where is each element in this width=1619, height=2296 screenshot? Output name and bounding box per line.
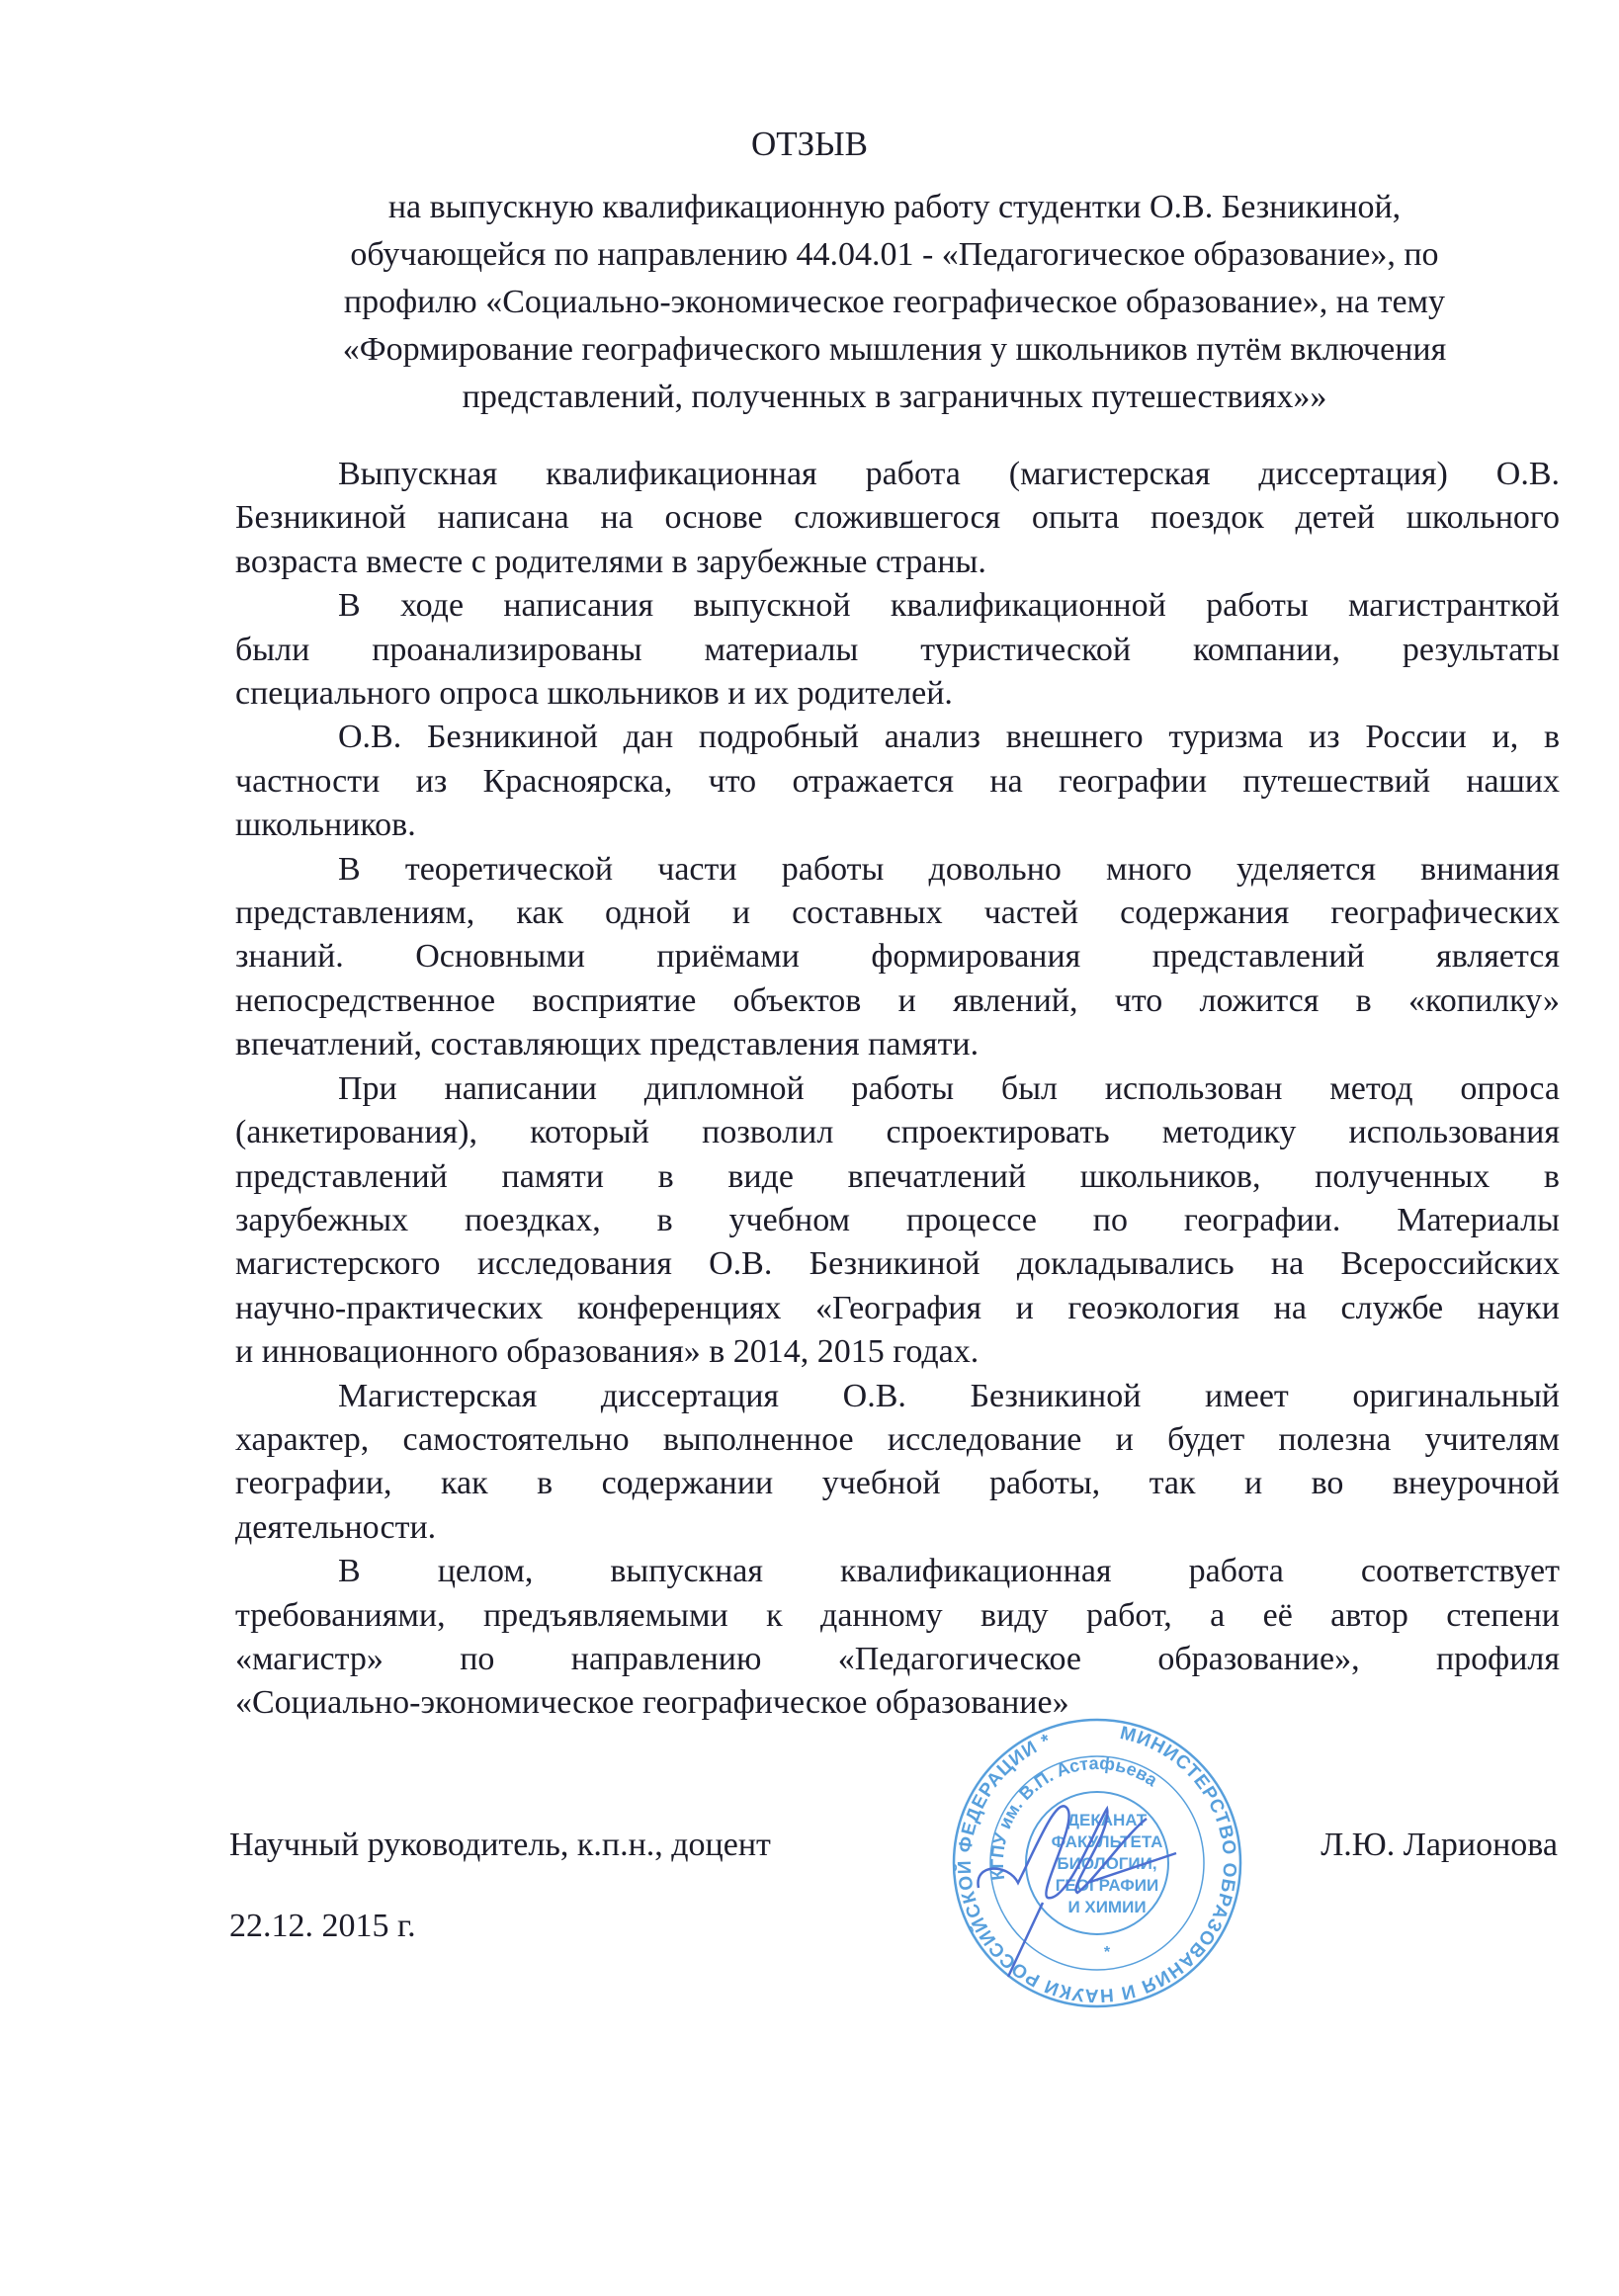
paragraph-line: Безникиной написана на основе сложившегося опыта поездок детей школьного bbox=[235, 499, 1560, 537]
paragraph-line: характер, самостоятельно выполненное исследование и будет полезна учителям bbox=[235, 1420, 1560, 1458]
paragraph-line: В теоретической части работы довольно много уделяется внимания bbox=[338, 850, 1560, 888]
stamp-center-line: ГЕОГРАФИИ bbox=[1055, 1876, 1159, 1895]
stamp-outer-text: МИНИСТЕРСТВО ОБРАЗОВАНИЯ И НАУКИ РОССИЙСКОЙ ФЕДЕРАЦИИ * bbox=[954, 1723, 1240, 2006]
document-title: ОТЗЫВ bbox=[750, 125, 869, 163]
paragraph-line: впечатлений, составляющих представления памяти. bbox=[235, 1026, 980, 1063]
paragraph-line: школьников. bbox=[235, 807, 416, 844]
paragraph-line: возраста вместе с родителями в зарубежные страны. bbox=[235, 543, 986, 580]
body-paragraph bbox=[235, 1550, 1560, 1726]
paragraph-line: научно-практических конференциях «География и геоэкология на службе науки bbox=[235, 1289, 1560, 1326]
body-paragraph bbox=[235, 716, 1560, 847]
body-paragraph bbox=[235, 453, 1560, 584]
header-line: представлений, полученных в заграничных путешествиях»» bbox=[462, 379, 1327, 415]
document-date: 22.12. 2015 г. bbox=[229, 1908, 416, 1944]
body-paragraph bbox=[235, 1375, 1560, 1551]
paragraph-line: «магистр» по направлению «Педагогическое образование», профиля bbox=[235, 1640, 1560, 1677]
paragraph-line: зарубежных поездках, в учебном процессе по географии. Материалы bbox=[235, 1201, 1560, 1238]
paragraph-line: «Социально-экономическое географическое образование» bbox=[235, 1684, 1069, 1722]
signature-name: Л.Ю. Ларионова bbox=[1321, 1827, 1558, 1863]
body-paragraph bbox=[235, 584, 1560, 716]
stamp-inner-text: КГПУ им. В.П. Астафьева bbox=[986, 1752, 1161, 1882]
stamp-center-line: ДЕКАНАТ bbox=[1066, 1811, 1148, 1829]
paragraph-line: Магистерская диссертация О.В. Безникиной имеет оригинальный bbox=[338, 1377, 1560, 1414]
signature-role: Научный руководитель, к.п.н., доцент bbox=[229, 1827, 771, 1863]
paragraph-line: представлениям, как одной и составных частей содержания географических bbox=[235, 894, 1560, 932]
header-line: обучающейся по направлению 44.04.01 - «Педагогическое образование», по bbox=[350, 236, 1439, 273]
paragraph-line: деятельности. bbox=[235, 1508, 437, 1546]
header-line: «Формирование географического мышления у школьников путём включения bbox=[342, 331, 1447, 368]
paragraph-line: представлений памяти в виде впечатлений школьников, полученных в bbox=[235, 1157, 1560, 1195]
paragraph-line: Выпускная квалификационная работа (магистерская диссертация) О.В. bbox=[338, 456, 1560, 492]
paragraph-line: В целом, выпускная квалификационная работа соответствует bbox=[338, 1553, 1560, 1590]
document-header bbox=[217, 184, 1572, 421]
document-body bbox=[235, 453, 1560, 1726]
paragraph-line: были проанализированы материалы туристической компании, результаты bbox=[235, 631, 1560, 668]
paragraph-line: географии, как в содержании учебной работы, так и во внеурочной bbox=[235, 1465, 1560, 1502]
stamp-center-line: БИОЛОГИИ, bbox=[1057, 1854, 1157, 1873]
paragraph-line: и инновационного образования» в 2014, 2015 годах. bbox=[235, 1333, 980, 1371]
header-line: профилю «Социально-экономическое географическое образование», на тему bbox=[343, 284, 1446, 320]
paragraph-line: (анкетирования), который позволил спроектировать методику использования bbox=[235, 1114, 1560, 1151]
paragraph-line: магистерского исследования О.В. Безникиной докладывались на Всероссийских bbox=[235, 1245, 1560, 1283]
paragraph-line: непосредственное восприятие объектов и явлений, что ложится в «копилку» bbox=[235, 981, 1560, 1019]
paragraph-line: О.В. Безникиной дан подробный анализ внешнего туризма из России и, в bbox=[338, 719, 1560, 756]
paragraph-line: частности из Красноярска, что отражается на географии путешествий наших bbox=[235, 762, 1560, 800]
paragraph-line: требованиями, предъявляемыми к данному виду работ, а её автор степени bbox=[235, 1596, 1560, 1634]
body-paragraph bbox=[235, 848, 1560, 1067]
official-stamp bbox=[949, 1715, 1245, 2011]
paragraph-line: специального опроса школьников и их родителей. bbox=[235, 675, 953, 713]
stamp-star-icon: * bbox=[1103, 1944, 1111, 1961]
paragraph-line: В ходе написания выпускной квалификационной работы магистранткой bbox=[338, 587, 1560, 625]
stamp-center-line: И ХИМИИ bbox=[1067, 1898, 1147, 1916]
paragraph-line: При написании дипломной работы был использован метод опроса bbox=[338, 1069, 1560, 1107]
paragraph-line: знаний. Основными приёмами формирования представлений является bbox=[235, 938, 1560, 976]
header-line: на выпускную квалификационную работу студентки О.В. Безникиной, bbox=[387, 189, 1402, 225]
body-paragraph bbox=[235, 1067, 1560, 1375]
stamp-center-line: ФАКУЛЬТЕТА bbox=[1051, 1832, 1163, 1851]
